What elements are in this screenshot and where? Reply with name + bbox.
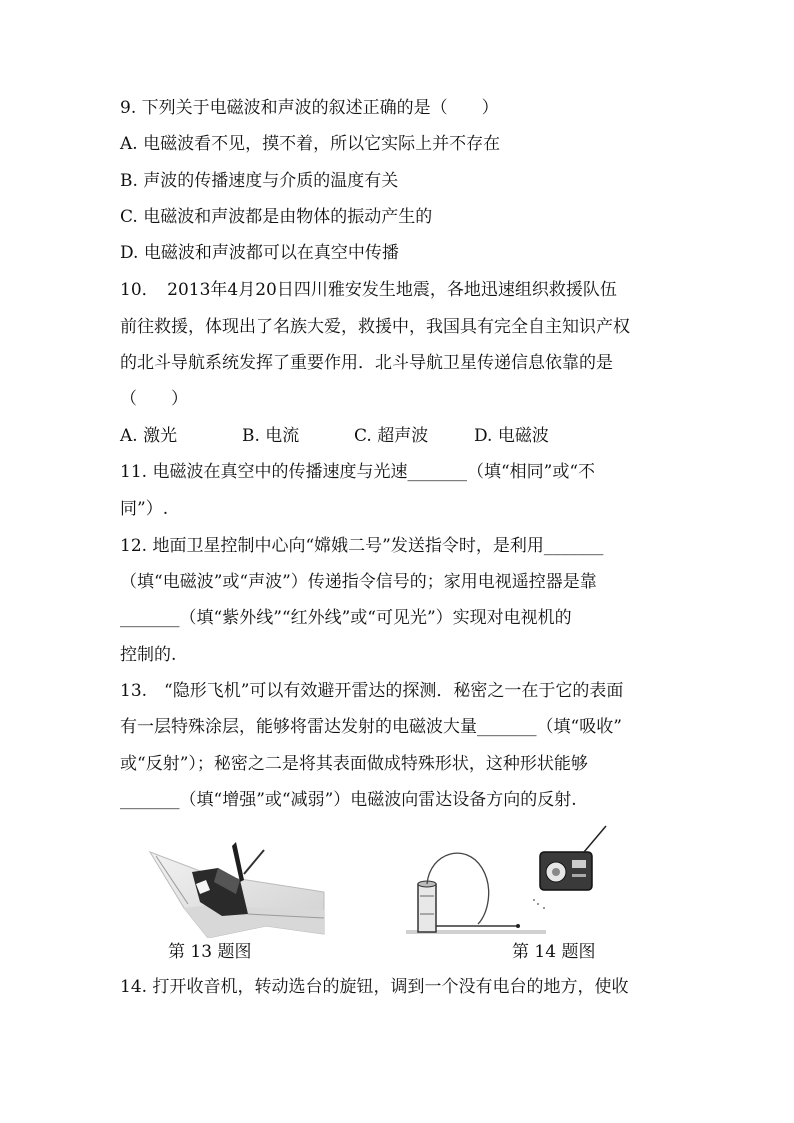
stealth-aircraft-icon <box>148 838 326 938</box>
q10-line-2: 前往救援，体现出了名族大爱，救援中，我国具有完全自主知识产权 <box>120 317 630 337</box>
q12-line-3: _______（填“紫外线”“红外线”或“可见光”）实现对电视机的 <box>120 608 572 628</box>
q12-line-2: （填“电磁波”或“声波”）传递指令信号的；家用电视遥控器是靠 <box>120 572 597 592</box>
q13-line-4: _______（填“增强”或“减弱”）电磁波向雷达设备方向的反射. <box>120 790 577 810</box>
q13-line-3: 或“反射”）；秘密之二是将其表面做成特殊形状，这种形状能够 <box>120 754 588 774</box>
q12-line-1: 12. 地面卫星控制中心向“嫦娥二号”发送指令时，是利用_______ <box>120 536 604 556</box>
q12-line-4: 控制的. <box>120 645 177 665</box>
fig13-caption: 第 13 题图 <box>168 942 252 962</box>
q10-option-c: C. 超声波 <box>354 426 429 446</box>
q9-option-c: C. 电磁波和声波都是由物体的振动产生的 <box>120 207 433 227</box>
q10-option-d: D. 电磁波 <box>474 426 549 446</box>
q13-line-1: 13. “隐形飞机”可以有效避开雷达的探测．秘密之一在于它的表面 <box>120 681 624 701</box>
q9-option-d: D. 电磁波和声波都可以在真空中传播 <box>120 243 399 263</box>
q10-line-1: 10． 2013年4月20日四川雅安发生地震，各地迅速组织救援队伍 <box>120 280 617 300</box>
q11-line-1: 11. 电磁波在真空中的传播速度与光速_______（填“相同”或“不 <box>120 462 596 482</box>
q14-line-1: 14. 打开收音机，转动选台的旋钮，调到一个没有电台的地方，使收 <box>120 977 629 997</box>
q10-option-b: B. 电流 <box>242 426 300 446</box>
q9-stem: 9. 下列关于电磁波和声波的叙述正确的是（ ） <box>120 98 499 118</box>
fig14-caption: 第 14 题图 <box>512 942 596 962</box>
q13-line-2: 有一层特殊涂层，能够将雷达发射的电磁波大量_______（填“吸收” <box>120 717 622 737</box>
q9-option-a: A. 电磁波看不见，摸不着，所以它实际上并不存在 <box>120 134 501 154</box>
q11-line-2: 同”）. <box>120 499 169 519</box>
q9-option-b: B. 声波的传播速度与介质的温度有关 <box>120 171 399 191</box>
q10-line-3: 的北斗导航系统发挥了重要作用．北斗导航卫星传递信息依靠的是 <box>120 353 613 373</box>
q10-option-a: A. 激光 <box>120 426 178 446</box>
q10-line-4: （ ） <box>120 389 188 409</box>
radio-battery-wire-icon <box>406 822 612 940</box>
